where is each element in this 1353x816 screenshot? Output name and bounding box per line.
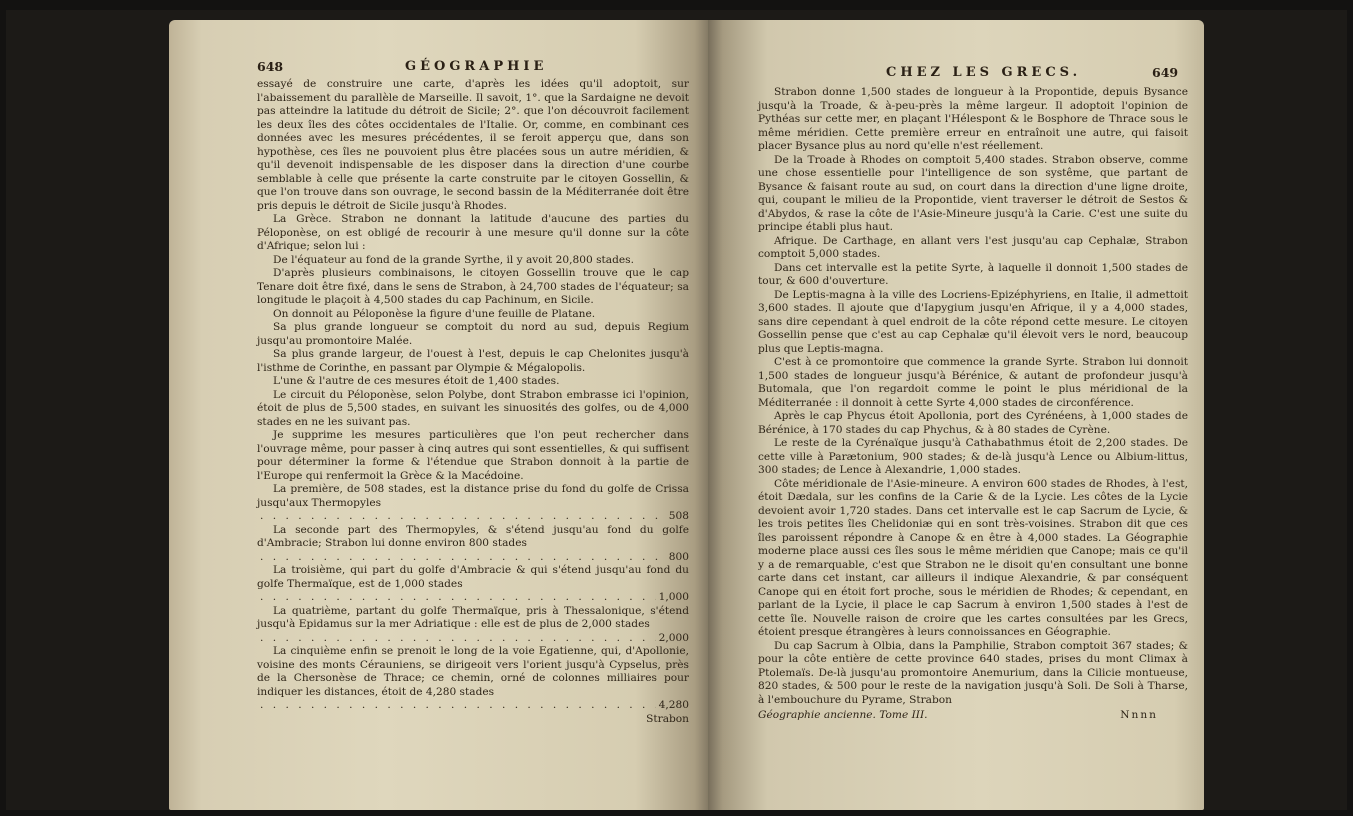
entry-text: La quatrième, partant du golfe Thermaïque, pris à Thessalonique, s'étend jusqu'à Epidamus sur la mer Adriatique : elle est de plus de 2,000 stades <box>257 604 689 630</box>
entry-value-line <box>257 699 689 713</box>
entry-value-line <box>257 591 689 605</box>
entry-value: 4,280 <box>658 699 689 711</box>
signature-mark: Nnnn <box>1120 709 1158 721</box>
left-page <box>169 20 711 810</box>
leader-dots <box>260 551 666 565</box>
distance-entry <box>257 605 689 646</box>
left-page-number: 648 <box>257 59 284 74</box>
catchword: Strabon <box>646 712 689 725</box>
leader-dots <box>260 591 656 605</box>
paragraph: Après le cap Phycus étoit Apollonia, port des Cyrénéens, à 1,000 stades de Bérénice, à 170 stades du cap Phychus, & à 80 stades de Cyrène. <box>758 410 1188 436</box>
leader-dots <box>260 699 656 713</box>
leader-dots <box>260 510 666 524</box>
paragraph: Sa plus grande largeur, de l'ouest à l'est, depuis le cap Chelonites jusqu'à l'isthme de Corinthe, en passant par Olympie & Mégalopolis. <box>257 348 689 374</box>
left-page-text <box>257 78 689 726</box>
paragraph: De la Troade à Rhodes on comptoit 5,400 stades. Strabon observe, comme une chose essentielle pour l'intelligence de son systême, que partant de Bysance & faisant route au sud, on court dans la direction d'une ligne droite, qui, coupant le milieu de la Propontide, vient traverser le détroit de Sestos & d'Abydos, & rase la côte de l'Asie-Mineure jusqu'à la Carie. C'est une suite du principe établi plus haut. <box>758 153 1188 233</box>
entry-text: La troisième, qui part du golfe d'Ambracie & qui s'étend jusqu'au fond du golfe Thermaïque, est de 1,000 stades <box>257 564 689 590</box>
paragraph: Strabon donne 1,500 stades de longueur à la Propontide, depuis Bysance jusqu'à la Troade, & à-peu-près la même largeur. Il adoptoit l'opinion de Pythéas sur cette mer, en plaçant l'Hélespont & le Bosphore de Thrace sous le même méridien. Cette première erreur en entraînoit une autre, qui faisoit placer Bysance plus au nord qu'elle n'est réellement. <box>758 86 1188 152</box>
entry-value-line <box>257 551 689 565</box>
paragraph: De Leptis-magna à la ville des Locriens-Epizéphyriens, en Italie, il admettoit 3,600 stades. Il ajoute que d'Iapygium jusqu'en Afrique, il y a 4,000 stades, sans dire cependant à quel endroit de la côte répond cette mesure. Le citoyen Gossellin pense que c'est au cap Cephalæ qu'il élevoit vers le nord, beaucoup plus que Leptis-magna. <box>758 288 1188 355</box>
paragraph: essayé de construire une carte, d'après les idées qu'il adoptoit, sur l'abaissement du parallèle de Marseille. Il savoit, 1°. que la Sardaigne ne devoit pas atteindre la latitude du détroit de Sicile; 2°. que l'on découvroit facilement les deux îles des côtes occidentales de l'Italie. Or, comme, en combinant ces données avec les mesures précédentes, il se feroit apperçu que, dans son hypothèse, ces îles ne pouvoient plus être placées sous un autre méridien, & qu'il devenoit indispensable de les disposer dans la direction d'une courbe semblable à celle que présente la carte construite par le citoyen Gossellin, & que l'on trouve dans son ouvrage, le second bassin de la Méditerranée doit être pris depuis le détroit de Sicile jusqu'à Rhodes. <box>257 78 689 212</box>
paragraph: L'une & l'autre de ces mesures étoit de 1,400 stades. <box>273 375 560 387</box>
entry-value: 508 <box>668 510 689 522</box>
paragraph: De l'équateur au fond de la grande Syrthe, il y avoit 20,800 stades. <box>273 253 634 266</box>
paragraph: Afrique. De Carthage, en allant vers l'est jusqu'au cap Cephalæ, Strabon comptoit 5,000 stades. <box>758 234 1188 260</box>
book-spread <box>6 10 1347 810</box>
distance-entry <box>257 524 689 565</box>
entry-value: 2,000 <box>658 631 689 644</box>
paragraph: D'après plusieurs combinaisons, le citoyen Gossellin trouve que le cap Tenare doit être fixé, dans le sens de Strabon, à 24,700 stades de l'équateur; sa longitude le plaçoit à 4,500 stades du cap Pachinum, en Sicile. <box>257 267 689 306</box>
paragraph: Du cap Sacrum à Olbia, dans la Pamphilie, Strabon comptoit 367 stades; & pour la côte entière de cette province 640 stades, prises du mont Climax à Ptolemaïs. De-là jusqu'au promontoire Anemurium, dans la Cilicie montueuse, 820 stades, & 500 pour le reste de la navigation jusqu'à Soli. De Soli à Tharse, à l'embouchure du Pyrame, Strabon <box>758 639 1188 706</box>
paragraph: Le circuit du Péloponèse, selon Polybe, dont Strabon embrasse ici l'opinion, étoit de plus de 5,500 stades, en suivant les sinuosités des golfes, ou de 4,000 stades en ne les suivant pas. <box>257 388 689 428</box>
paragraph: Dans cet intervalle est la petite Syrte, à laquelle il donnoit 1,500 stades de tour, & 600 d'ouverture. <box>758 261 1188 287</box>
entry-value: 1,000 <box>658 591 689 603</box>
entry-text: La seconde part des Thermopyles, & s'étend jusqu'au fond du golfe d'Ambracie; Strabon lui donne environ 800 stades <box>257 523 689 549</box>
left-running-title: GÉOGRAPHIE <box>405 59 548 74</box>
paragraph: Je supprime les mesures particulières que l'on peut rechercher dans l'ouvrage même, pour passer à cinq autres qui sont essentielles, & qui suffisent pour déterminer la forme & l'étendue que Strabon donnoit à la partie de l'Europe qui renfermoit la Grèce & la Macédoine. <box>257 429 689 482</box>
distance-entry <box>257 483 689 524</box>
distance-entry <box>257 564 689 605</box>
paragraph: La Grèce. Strabon ne donnant la latitude d'aucune des parties du Péloponèse, on est obligé de recourir à une mesure qu'il donne sur la côte d'Afrique; selon lui : <box>257 213 689 252</box>
entry-value-line <box>257 632 689 646</box>
entry-value-line <box>257 510 689 524</box>
paragraph: C'est à ce promontoire que commence la grande Syrte. Strabon lui donnoit 1,500 stades de longueur jusqu'à Bérénice, & autant de profondeur jusqu'à Butomala, que l'on regardoit comme le point le plus méridional de la Méditerranée : il donnoit à cette Syrte 4,000 stades de circonférence. <box>758 356 1188 409</box>
paragraph: On donnoit au Péloponèse la figure d'une feuille de Platane. <box>273 307 596 320</box>
footer-volume-title: Géographie ancienne. Tome III. <box>758 709 928 721</box>
page-footer <box>758 709 1188 723</box>
entry-text: La première, de 508 stades, est la distance prise du fond du golfe de Crissa jusqu'aux Thermopyles <box>257 483 689 509</box>
entry-value: 800 <box>668 550 689 563</box>
leader-dots <box>260 632 656 646</box>
paragraph: Le reste de la Cyrénaïque jusqu'à Cathabathmus étoit de 2,200 stades. De cette ville à Parætonium, 900 stades; & de-là jusqu'à Lence ou Albium-littus, 300 stades; de Lence à Alexandrie, 1,000 stades. <box>758 437 1188 476</box>
right-page-text <box>758 86 1188 723</box>
right-page-number: 649 <box>1152 65 1179 80</box>
entry-text: La cinquième enfin se prenoit le long de la voie Egatienne, qui, d'Apollonie, voisine des monts Cérauniens, se dirigeoit vers l'orient jusqu'à Cypselus, près de la Chersonèse de Thrace; ce chemin, orné de colonnes milliaires pour indiquer les distances, étoit de 4,280 stades <box>257 645 689 698</box>
right-page <box>708 20 1204 810</box>
right-running-title: CHEZ LES GRECS. <box>886 65 1082 80</box>
paragraph: Sa plus grande longueur se comptoit du nord au sud, depuis Regium jusqu'au promontoire Malée. <box>257 321 689 347</box>
paragraph: Côte méridionale de l'Asie-mineure. A environ 600 stades de Rhodes, à l'est, étoit Dædala, sur les confins de la Carie & de la Lycie. Les côtes de la Lycie devoient avoir 1,720 stades. Dans cet intervalle est le cap Sacrum de Lycie, & les trois petites îles Chelidoniæ qui en sont très-voisines. Strabon dit que ces îles paroissent répondre à Canope & en être à 4,000 stades. La Géographie moderne place aussi ces îles sous le même méridien que Canope; mais ce qu'il y a de remarquable, c'est que Strabon ne le disoit qu'en consultant une bonne carte dans cet instant, car ailleurs il indique Alexandrie, & par conséquent Canope qui en étoit fort proche, sous le méridien de Rhodes; & cependant, en parlant de la Lycie, il place le cap Sacrum à environ 1,500 stades à l'est de cette île. Nouvelle raison de croire que les cartes consultées par les Grecs, étoient presque étrangères à leurs connoissances en Géographie. <box>758 477 1188 638</box>
distance-entry <box>257 645 689 713</box>
